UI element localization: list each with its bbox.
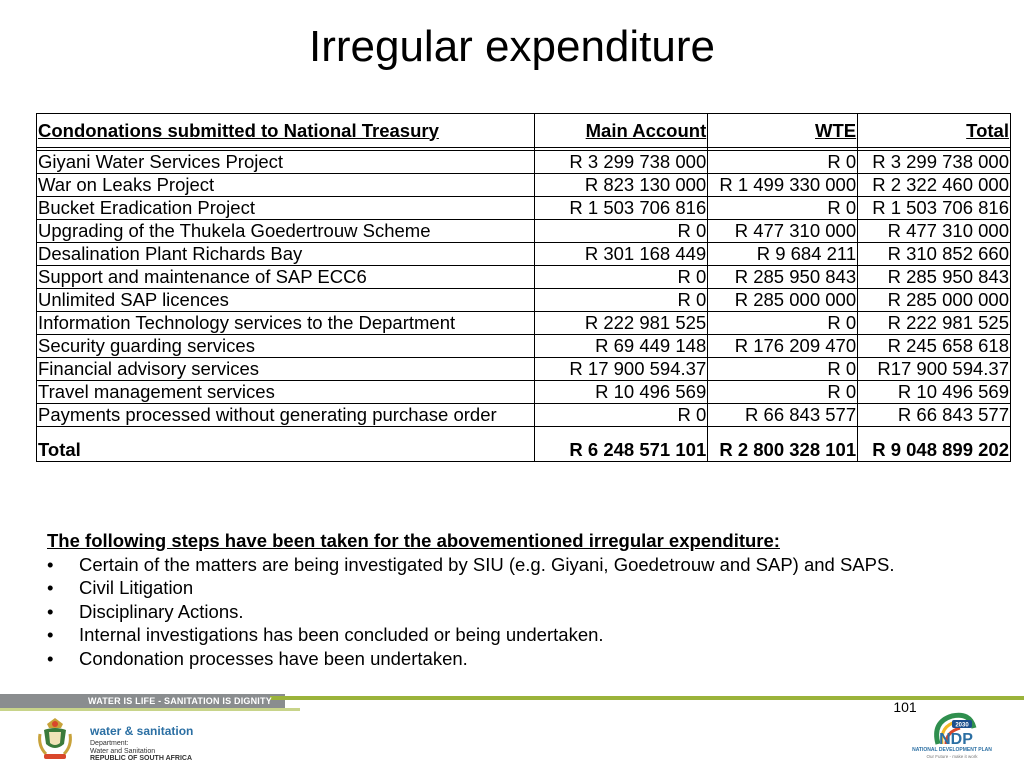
- list-item: [47, 553, 1007, 577]
- cell-total: R 2 322 460 000: [858, 174, 1011, 197]
- cell-main-account: R 1 503 706 816: [534, 197, 708, 220]
- cell-item: Travel management services: [37, 381, 535, 404]
- ndp-mark: NDP: [939, 731, 973, 748]
- cell-main-account: R 3 299 738 000: [534, 151, 708, 174]
- header-item: Condonations submitted to National Treasury: [37, 114, 535, 148]
- cell-total: R 1 503 706 816: [858, 197, 1011, 220]
- step-text: Certain of the matters are being investigated by SIU (e.g. Giyani, Goedetrouw and SAP) and SAPS.: [79, 553, 895, 575]
- table-row: [37, 174, 1011, 197]
- dept-line-1: Department:: [90, 740, 129, 747]
- ndp-year: 2030: [955, 722, 969, 729]
- bullet-icon: •: [47, 624, 54, 646]
- table-row: [37, 197, 1011, 220]
- cell-item: Unlimited SAP licences: [37, 289, 535, 312]
- cell-wte: R 0: [708, 151, 858, 174]
- ndp-logo-name: NATIONAL DEVELOPMENT PLAN: [912, 747, 992, 753]
- table-row: [37, 358, 1011, 381]
- cell-item: Financial advisory services: [37, 358, 535, 381]
- cell-wte: R 285 000 000: [708, 289, 858, 312]
- bullet-icon: •: [47, 577, 54, 599]
- list-item: [47, 647, 1007, 671]
- cell-wte: R 0: [708, 197, 858, 220]
- cell-total: R17 900 594.37: [858, 358, 1011, 381]
- cell-item: Upgrading of the Thukela Goedertrouw Scheme: [37, 220, 535, 243]
- table-row: [37, 243, 1011, 266]
- cell-total: R 310 852 660: [858, 243, 1011, 266]
- table-row: [37, 404, 1011, 427]
- cell-main-account: R 823 130 000: [534, 174, 708, 197]
- table-header-row: [37, 114, 1011, 148]
- cell-wte: R 1 499 330 000: [708, 174, 858, 197]
- irregular-expenditure-table: [36, 113, 1011, 462]
- cell-wte: R 9 684 211: [708, 243, 858, 266]
- ndp-logo: [912, 710, 992, 766]
- cell-wte: R 0: [708, 312, 858, 335]
- cell-item: Security guarding services: [37, 335, 535, 358]
- bullet-icon: •: [47, 553, 54, 575]
- table-row: [37, 151, 1011, 174]
- cell-total: R 9 048 899 202: [858, 427, 1011, 462]
- header-wte: WTE: [708, 114, 858, 148]
- cell-main-account: R 0: [534, 404, 708, 427]
- bullet-icon: •: [47, 647, 54, 669]
- cell-main-account: R 301 168 449: [534, 243, 708, 266]
- cell-item: War on Leaks Project: [37, 174, 535, 197]
- cell-main-account: R 6 248 571 101: [534, 427, 708, 462]
- cell-total: R 66 843 577: [858, 404, 1011, 427]
- list-item: [47, 600, 1007, 624]
- table-body: [37, 148, 1011, 462]
- cell-item: Bucket Eradication Project: [37, 197, 535, 220]
- cell-wte: R 2 800 328 101: [708, 427, 858, 462]
- cell-wte: R 285 950 843: [708, 266, 858, 289]
- cell-total: R 477 310 000: [858, 220, 1011, 243]
- cell-total: R 285 000 000: [858, 289, 1011, 312]
- cell-total: R 285 950 843: [858, 266, 1011, 289]
- department-logo-text: [90, 740, 192, 763]
- cell-main-account: R 0: [534, 289, 708, 312]
- bullet-icon: •: [47, 600, 54, 622]
- cell-item: Desalination Plant Richards Bay: [37, 243, 535, 266]
- steps-heading: The following steps have been taken for the abovementioned irregular expenditure:: [47, 530, 780, 551]
- cell-wte: R 66 843 577: [708, 404, 858, 427]
- cell-main-account: R 0: [534, 220, 708, 243]
- slide-title: Irregular expenditure: [308, 22, 715, 71]
- cell-item: Giyani Water Services Project: [37, 151, 535, 174]
- list-item: [47, 623, 1007, 647]
- cell-main-account: R 17 900 594.37: [534, 358, 708, 381]
- table-row: [37, 381, 1011, 404]
- ndp-logo-mark-icon: [912, 710, 992, 748]
- department-logo-name: water & sanitation: [90, 724, 194, 738]
- ndp-logo-slogan: Our Future - make it work: [926, 754, 978, 759]
- table-row: [37, 266, 1011, 289]
- cell-main-account: R 0: [534, 266, 708, 289]
- header-main-account: Main Account: [534, 114, 708, 148]
- cell-total: R 10 496 569: [858, 381, 1011, 404]
- step-text: Condonation processes have been undertaken.: [79, 647, 468, 669]
- list-item: [47, 576, 1007, 600]
- footer-bar: [0, 694, 1024, 714]
- cell-item: Total: [37, 427, 535, 462]
- cell-main-account: R 222 981 525: [534, 312, 708, 335]
- cell-wte: R 176 209 470: [708, 335, 858, 358]
- steps-list: [47, 553, 1007, 671]
- step-text: Disciplinary Actions.: [79, 600, 244, 622]
- dept-line-2: Water and Sanitation: [90, 747, 156, 755]
- cell-item: Payments processed without generating purchase order: [37, 404, 535, 427]
- cell-main-account: R 69 449 148: [534, 335, 708, 358]
- header-total: Total: [858, 114, 1011, 148]
- cell-item: Support and maintenance of SAP ECC6: [37, 266, 535, 289]
- cell-wte: R 0: [708, 381, 858, 404]
- department-logo: [36, 716, 216, 764]
- coat-of-arms-icon: [36, 716, 74, 762]
- footer-light-line: [0, 708, 300, 711]
- step-text: Civil Litigation: [79, 577, 194, 599]
- table-row: [37, 335, 1011, 358]
- cell-total: R 245 658 618: [858, 335, 1011, 358]
- dept-line-3: REPUBLIC OF SOUTH AFRICA: [90, 755, 193, 762]
- footer-tagline: WATER IS LIFE - SANITATION IS DIGNITY: [88, 696, 272, 706]
- table-row: [37, 289, 1011, 312]
- table-row: [37, 220, 1011, 243]
- cell-wte: R 477 310 000: [708, 220, 858, 243]
- steps-section: [47, 529, 1007, 671]
- cell-total: R 222 981 525: [858, 312, 1011, 335]
- cell-total: R 3 299 738 000: [858, 151, 1011, 174]
- table-total-row: [37, 427, 1011, 462]
- cell-main-account: R 10 496 569: [534, 381, 708, 404]
- table-row: [37, 312, 1011, 335]
- cell-item: Information Technology services to the Department: [37, 312, 535, 335]
- page-number: 101: [893, 699, 917, 715]
- step-text: Internal investigations has been concluded or being undertaken.: [79, 624, 604, 646]
- cell-wte: R 0: [708, 358, 858, 381]
